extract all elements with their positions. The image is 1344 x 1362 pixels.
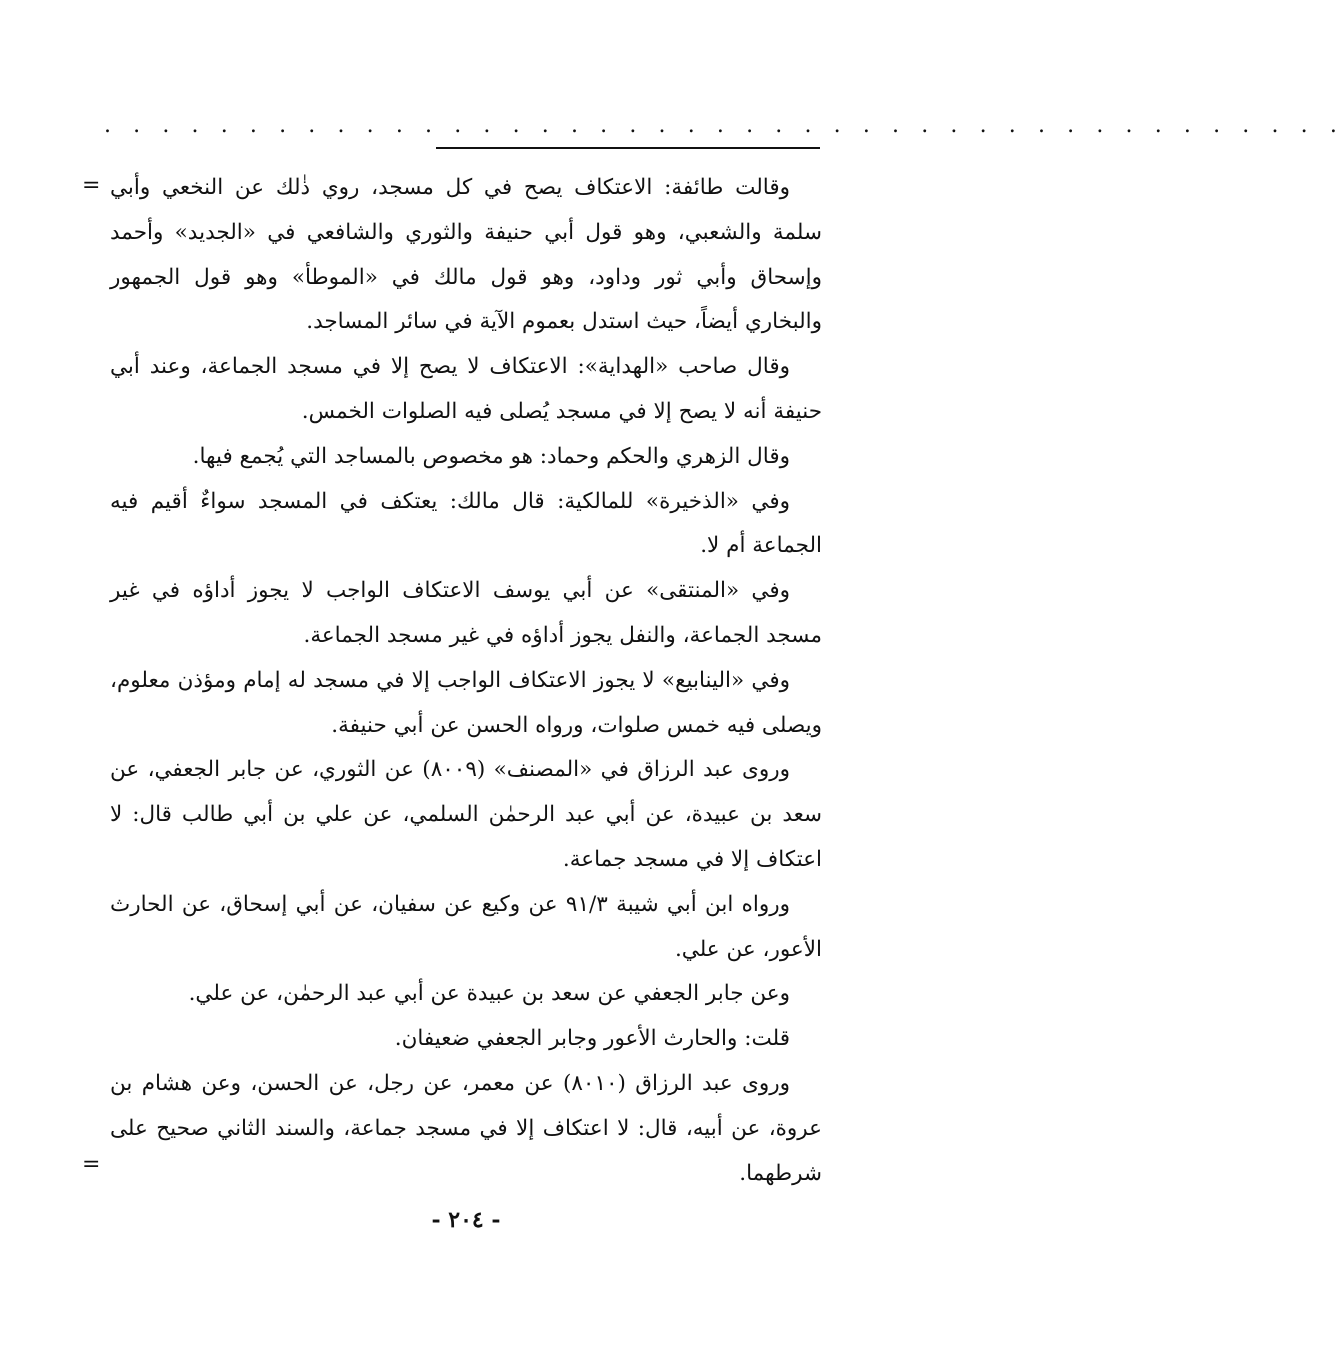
paragraph: وروى عبد الرزاق (٨٠١٠) عن معمر، عن رجل، عن الحسن، وعن هشام بن عروة، عن أبيه، قال: لا اعتكاف إلا في مسجد جماعة، والسند الثاني صحيح على شرطهما. xyxy=(110,1070,822,1186)
header-dotted-line: . . . . . . . . . . . . . . . . . . . . . . . . . . . . . . . . . . . . . . . . . . . xyxy=(104,113,1344,138)
body-text xyxy=(110,166,822,1196)
paragraph: قلت: والحارث الأعور وجابر الجعفي ضعيفان. xyxy=(394,1026,790,1052)
paragraph: وقال الزهري والحكم وحماد: هو مخصوص بالمساجد التي يُجمع فيها. xyxy=(192,443,790,469)
page-number: - ٢٠٤ - xyxy=(431,1207,501,1233)
header-rule xyxy=(436,147,820,149)
paragraph: ورواه ابن أبي شيبة ٩١/٣ عن وكيع عن سفيان، عن أبي إسحاق، عن الحارث الأعور، عن علي. xyxy=(110,891,822,962)
paragraph: وروى عبد الرزاق في «المصنف» (٨٠٠٩) عن الثوري، عن جابر الجعفي، عن سعد بن عبيدة، عن أبي عبد الرحمٰن السلمي، عن علي بن أبي طالب قال: لا اعتكاف إلا في مسجد جماعة. xyxy=(110,757,822,872)
paragraph: وقال صاحب «الهداية»: الاعتكاف لا يصح إلا في مسجد الجماعة، وعند أبي حنيفة أنه لا يصح إلا في مسجد يُصلى فيه الصلوات الخمس. xyxy=(110,354,822,424)
paragraph: وفي «الينابيع» لا يجوز الاعتكاف الواجب إلا في مسجد له إمام ومؤذن معلوم، ويصلى فيه خمس صلوات، ورواه الحسن عن أبي حنيفة. xyxy=(110,667,822,738)
paragraph: وعن جابر الجعفي عن سعد بن عبيدة عن أبي عبد الرحمٰن، عن علي. xyxy=(188,981,790,1007)
paragraph: وقالت طائفة: الاعتكاف يصح في كل مسجد، روي ذٰلك عن النخعي وأبي سلمة والشعبي، وهو قول أبي حنيفة والثوري والشافعي في «الجديد» وأحمد وإسحاق وأبي ثور وداود، وهو قول مالك في «الموطأ» وهو قول الجمهور والبخاري أيضاً، حيث استدل بعموم الآية في سائر المساجد. xyxy=(110,175,822,335)
continuation-mark-top: = xyxy=(82,173,101,198)
paragraph: وفي «المنتقى» عن أبي يوسف الاعتكاف الواجب لا يجوز أداؤه في غير مسجد الجماعة، والنفل يجوز أداؤه في غير مسجد الجماعة. xyxy=(110,578,822,648)
continuation-mark-bottom: = xyxy=(82,1152,101,1177)
paragraph: وفي «الذخيرة» للمالكية: قال مالك: يعتكف في المسجد سواءٌ أقيم فيه الجماعة أم لا. xyxy=(110,488,822,559)
